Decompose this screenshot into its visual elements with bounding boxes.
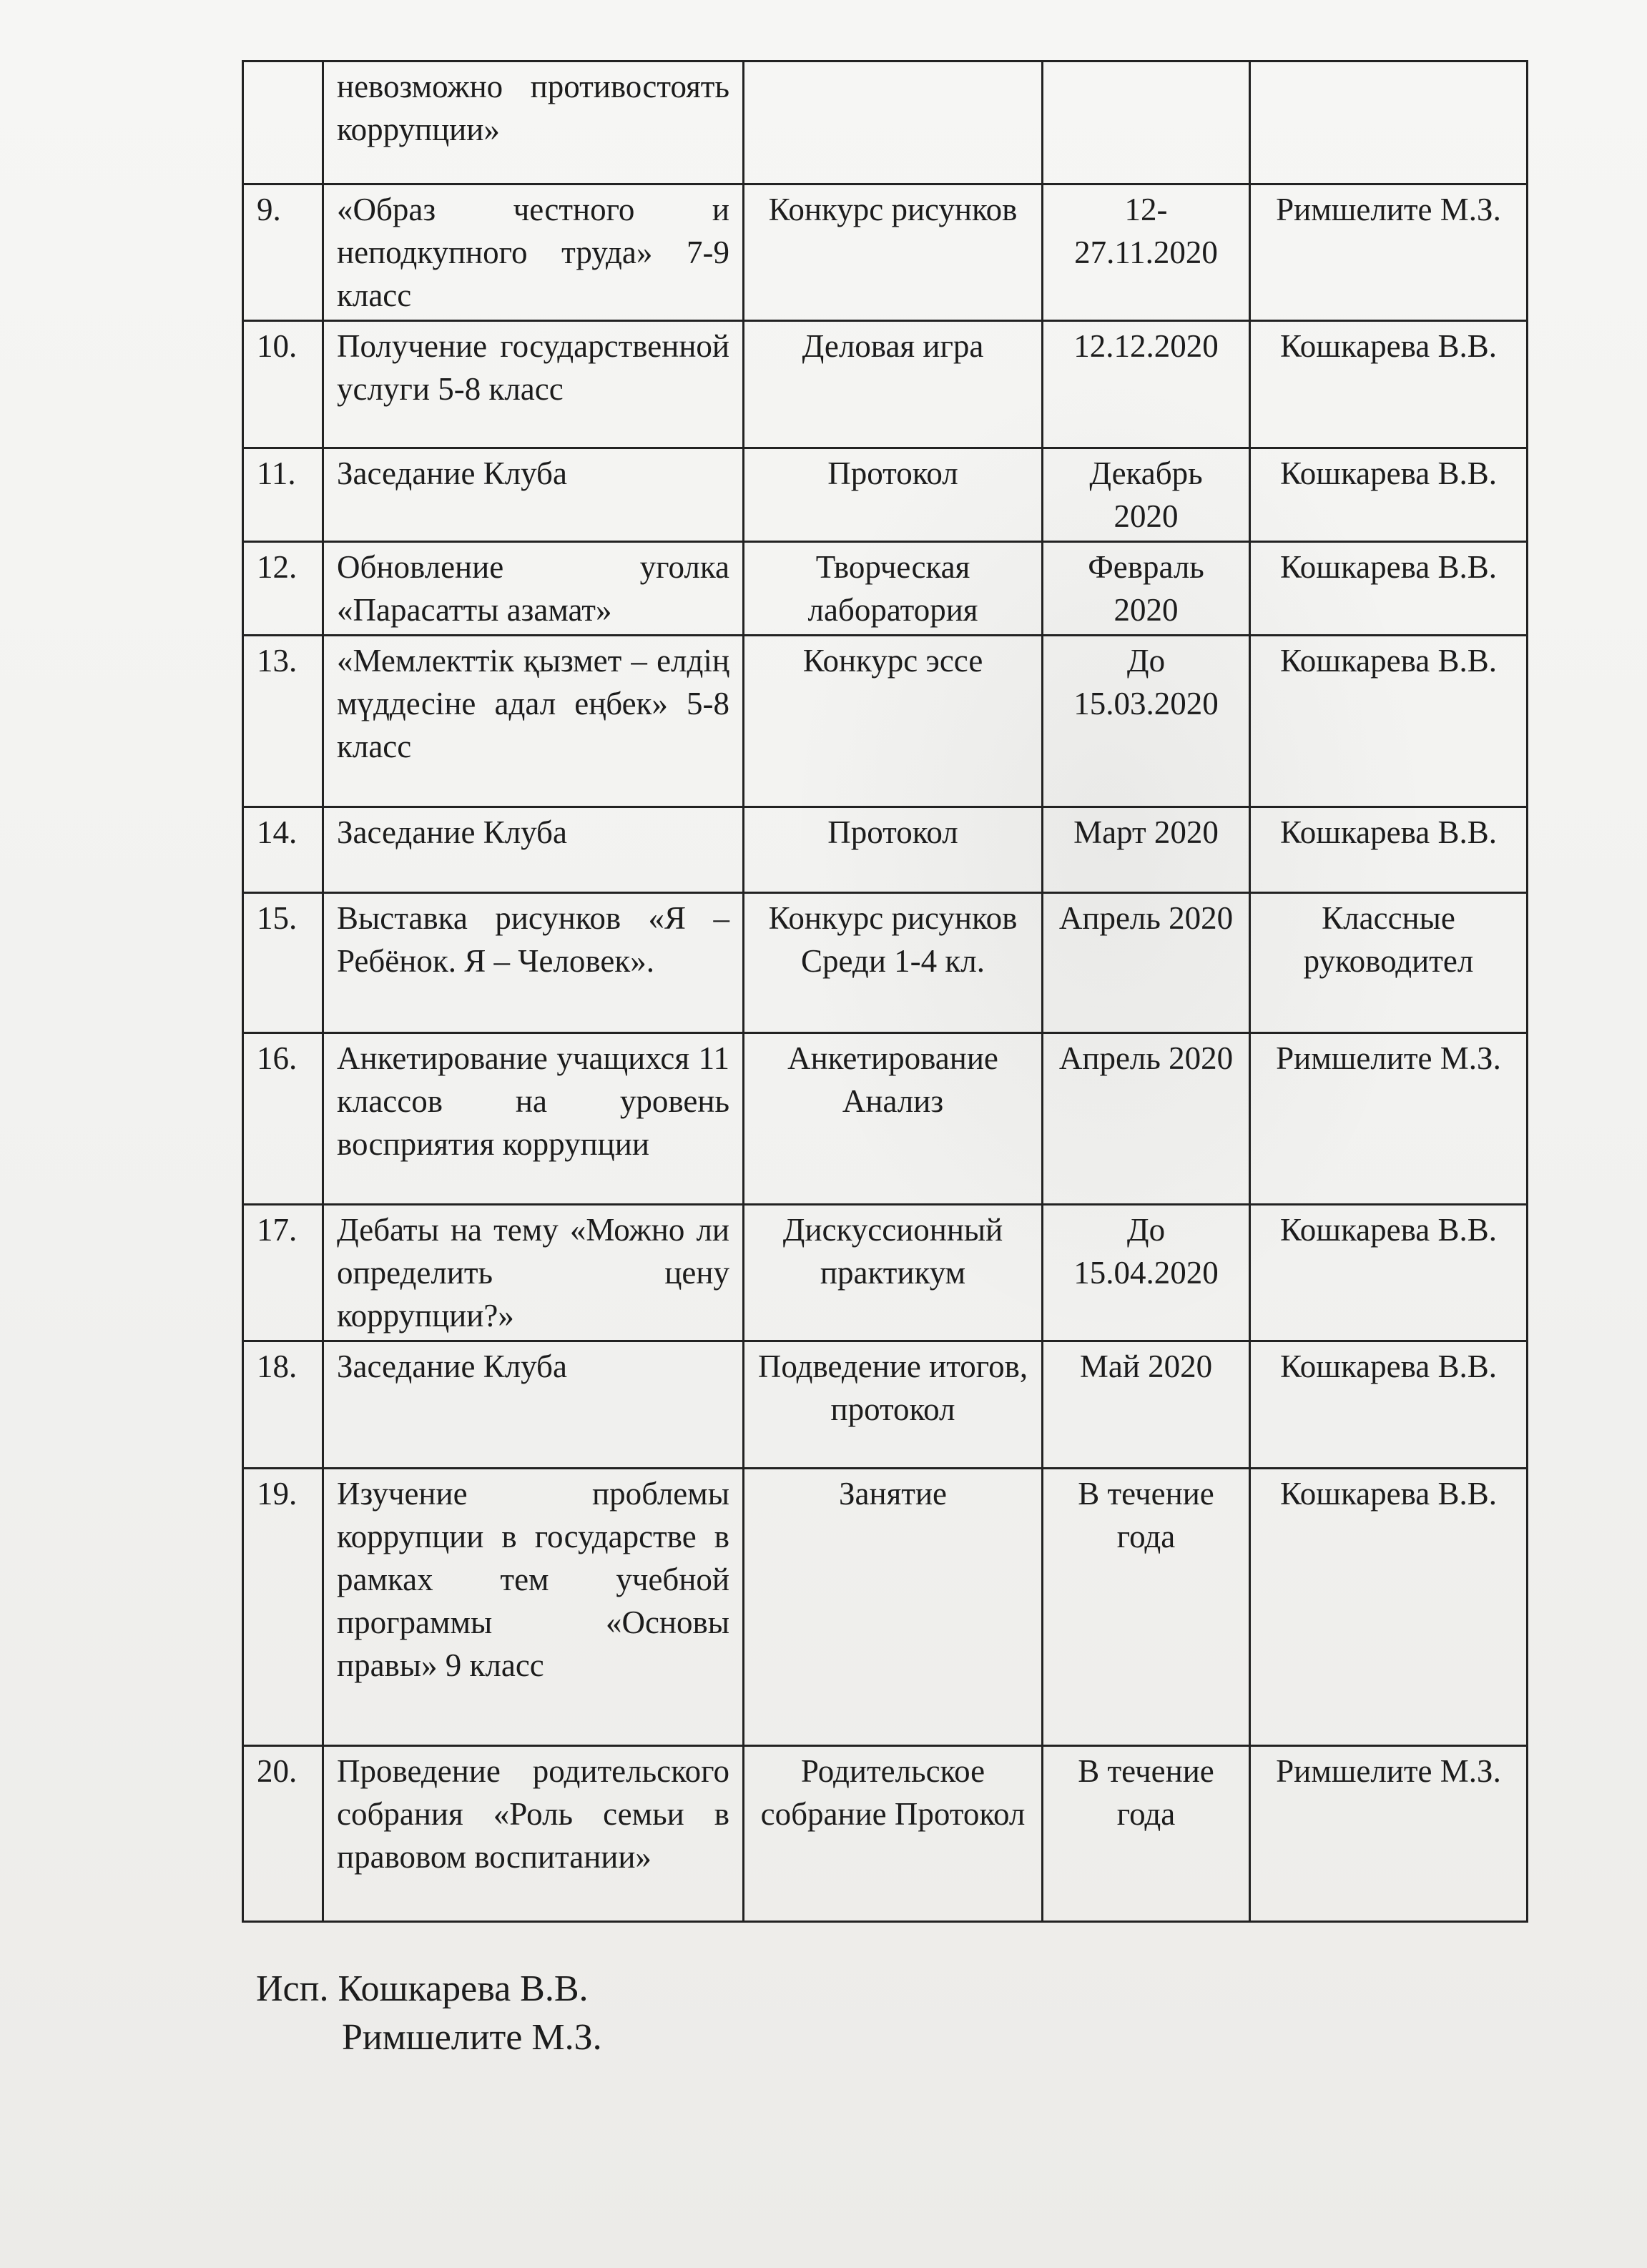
event-title: Анкетирование учащихся 11 классов на уровень восприятия коррупции: [323, 1033, 744, 1205]
table-row: [243, 1469, 1528, 1746]
row-number: 16.: [243, 1033, 323, 1205]
event-date: В течение года: [1043, 1469, 1250, 1746]
event-title: Заседание Клуба: [323, 448, 744, 542]
executor-line-2: Римшелите М.З.: [342, 2017, 602, 2058]
event-title: «Образ честного и неподкупного труда» 7-9 класс: [323, 184, 744, 321]
row-number: 17.: [243, 1205, 323, 1341]
event-title: Выставка рисунков «Я – Ребёнок. Я – Человек».: [323, 893, 744, 1033]
row-number: 11.: [243, 448, 323, 542]
event-date: До 15.03.2020: [1043, 636, 1250, 807]
event-date: Май 2020: [1043, 1341, 1250, 1469]
event-responsible: Кошкарева В.В.: [1250, 542, 1528, 636]
event-title: Заседание Клуба: [323, 1341, 744, 1469]
row-number: 13.: [243, 636, 323, 807]
event-title: Изучение проблемы коррупции в государстве в рамках тем учебной программы «Основы правы» 9 класс: [323, 1469, 744, 1746]
event-form: Протокол: [744, 807, 1043, 893]
event-responsible: Кошкарева В.В.: [1250, 1205, 1528, 1341]
event-title: Проведение родительского собрания «Роль семьи в правовом воспитании»: [323, 1746, 744, 1922]
event-form: Протокол: [744, 448, 1043, 542]
event-responsible: Классные руководител: [1250, 893, 1528, 1033]
event-form: Конкурс рисунков Среди 1-4 кл.: [744, 893, 1043, 1033]
event-form: Дискуссионный практикум: [744, 1205, 1043, 1341]
event-responsible: Кошкарева В.В.: [1250, 1341, 1528, 1469]
row-number: 9.: [243, 184, 323, 321]
event-responsible: Кошкарева В.В.: [1250, 1469, 1528, 1746]
event-form: Конкурс эссе: [744, 636, 1043, 807]
event-title: Заседание Клуба: [323, 807, 744, 893]
event-form: Занятие: [744, 1469, 1043, 1746]
event-responsible: Римшелите М.З.: [1250, 1746, 1528, 1922]
event-title: Получение государственной услуги 5-8 класс: [323, 321, 744, 448]
event-form: Родительское собрание Протокол: [744, 1746, 1043, 1922]
event-responsible: Кошкарева В.В.: [1250, 636, 1528, 807]
event-form: Творческая лаборатория: [744, 542, 1043, 636]
event-responsible: Кошкарева В.В.: [1250, 807, 1528, 893]
events-table-body: [243, 61, 1528, 1922]
row-number: [243, 61, 323, 184]
event-date: Апрель 2020: [1043, 1033, 1250, 1205]
event-date: Декабрь 2020: [1043, 448, 1250, 542]
row-number: 10.: [243, 321, 323, 448]
event-responsible: Кошкарева В.В.: [1250, 448, 1528, 542]
event-responsible: [1250, 61, 1528, 184]
event-date: Февраль 2020: [1043, 542, 1250, 636]
table-row: [243, 1205, 1528, 1341]
table-row: [243, 636, 1528, 807]
executor-line: Исп. Кошкарева В.В.: [256, 1968, 589, 2009]
row-number: 12.: [243, 542, 323, 636]
row-number: 20.: [243, 1746, 323, 1922]
table-row: [243, 61, 1528, 184]
row-number: 19.: [243, 1469, 323, 1746]
event-form: [744, 61, 1043, 184]
row-number: 15.: [243, 893, 323, 1033]
event-date: Март 2020: [1043, 807, 1250, 893]
table-row: [243, 542, 1528, 636]
event-date: [1043, 61, 1250, 184]
event-title: «Мемлекттік қызмет – елдің мүддесіне адал еңбек» 5-8 класс: [323, 636, 744, 807]
table-row: [243, 321, 1528, 448]
table-row: [243, 1033, 1528, 1205]
table-row: [243, 184, 1528, 321]
row-number: 14.: [243, 807, 323, 893]
event-date: 12.12.2020: [1043, 321, 1250, 448]
event-form: Анкетирование Анализ: [744, 1033, 1043, 1205]
table-row: [243, 893, 1528, 1033]
table-row: [243, 1341, 1528, 1469]
event-date: Апрель 2020: [1043, 893, 1250, 1033]
event-form: Деловая игра: [744, 321, 1043, 448]
table-row: [243, 1746, 1528, 1922]
event-form: Подведение итогов, протокол: [744, 1341, 1043, 1469]
event-title: невозможно противостоять коррупции»: [323, 61, 744, 184]
event-date: В течение года: [1043, 1746, 1250, 1922]
event-responsible: Римшелите М.З.: [1250, 1033, 1528, 1205]
event-date: До 15.04.2020: [1043, 1205, 1250, 1341]
event-title: Дебаты на тему «Можно ли определить цену коррупции?»: [323, 1205, 744, 1341]
table-row: [243, 448, 1528, 542]
signature-block: [256, 1965, 602, 2062]
event-form: Конкурс рисунков: [744, 184, 1043, 321]
events-table: [242, 60, 1528, 1923]
event-responsible: Римшелите М.З.: [1250, 184, 1528, 321]
event-responsible: Кошкарева В.В.: [1250, 321, 1528, 448]
row-number: 18.: [243, 1341, 323, 1469]
table-row: [243, 807, 1528, 893]
event-title: Обновление уголка «Парасатты азамат»: [323, 542, 744, 636]
event-date: 12-27.11.2020: [1043, 184, 1250, 321]
